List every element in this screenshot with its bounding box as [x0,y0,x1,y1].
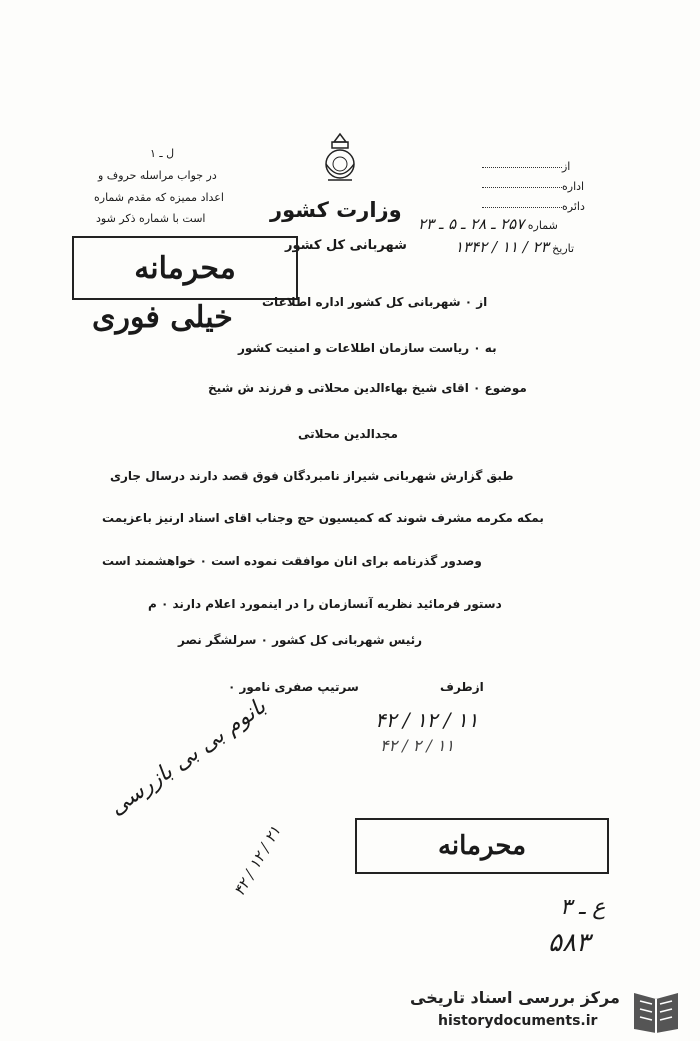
reference-code: ل ـ ۱ [150,147,175,160]
handwritten-numbers-scribble: ۱۱ / ۲ / ۴۲ [380,736,455,755]
letter-body-line2: بمکه مکرمه مشرف شوند که کمیسیون حج وجناب اقای اسناد ارنیز باعزیمت [102,511,544,525]
meta-department-label: دائره [562,200,585,213]
reference-note-line2: اعداد ممیزه که مقدم شماره [94,191,224,204]
bottom-code-2: ۵۸۳ [548,928,590,958]
handwritten-margin-note: بانوم بی بی بازرسی [105,694,271,821]
meta-office-label: اداره [562,180,585,193]
organization-title: شهربانی کل کشور [285,238,407,253]
confidential-stamp-top: محرمانه [72,236,298,300]
signature-by-name: سرتیپ صفری نامور ۰ [228,680,359,694]
bottom-code-1: ع ـ ۳ [560,895,606,920]
confidential-stamp-bottom: محرمانه [355,818,609,874]
letter-from-line: از ۰ شهربانی کل کشور اداره اطلاعات [262,295,488,309]
footer-site-url: historydocuments.ir [438,1013,598,1029]
letter-subject-line2: مجدالدین محلاتی [298,427,398,441]
meta-office [478,176,584,198]
lion-and-sun-emblem [318,130,362,196]
letter-body-line4: دستور فرمائید نظریه آنسازمان را در اینمورد اعلام دارند ۰ م [148,597,502,611]
handwritten-note-date: ۲۱ / ۱۲ / ۴۲ [230,822,285,899]
meta-from [478,156,570,178]
meta-date [455,236,574,260]
letter-body-line3: وصدور گذرنامه برای انان موافقت نموده است ۰ خواهشمند است [102,554,482,568]
handwritten-numbers-top: ۱۱ / ۱۲ / ۴۲ [375,708,479,732]
footer-site-name: مرکز بررسی اسناد تاریخی [410,988,620,1007]
letter-subject-line1: موضوع ۰ اقای شیخ بهاءالدین محلاتی و فرزند ش شیخ [208,381,527,395]
meta-date-label: تاریخ [552,242,575,255]
ministry-title: وزارت کشور [270,198,402,222]
meta-number-value: ۲۵۷ ـ ۲۸ ـ ۵ ـ ۲۳ [418,215,525,233]
book-icon [630,985,682,1035]
meta-number-label: شماره [527,219,558,232]
signature-title: رئیس شهربانی کل کشور ۰ سرلشگر نصر [178,633,423,647]
letter-to-line: به ۰ ریاست سازمان اطلاعات و امنیت کشور [238,341,497,355]
signature-by-label: ازطرف [440,680,484,694]
letter-body-line1: طبق گزارش شهربانی شیراز نامبردگان فوق قصد دارند درسال جاری [110,469,514,483]
reference-note-line3: است با شماره ذکر شود [96,212,206,225]
meta-from-label: از [562,160,571,173]
reference-note-line1: در جواب مراسله حروف و [98,169,217,182]
urgent-stamp: خیلی فوری [92,300,233,335]
meta-number [418,213,558,237]
meta-date-value: ۲۳ / ۱۱ / ۱۳۴۲ [455,238,549,256]
